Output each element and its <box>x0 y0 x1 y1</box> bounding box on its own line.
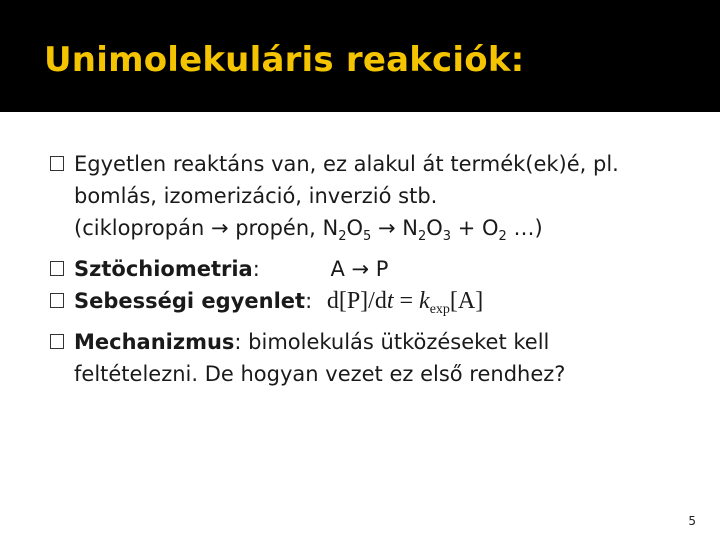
bullet-mechanism: Mechanizmus: bimolekulás ütközéseket kell feltételezni. De hogyan vezet ez első rendhez? <box>50 326 700 390</box>
bullet-unimolecular-definition <box>50 148 700 253</box>
rate-equation-formula: $d[P]/dt = k_{exp}[A]$ <box>326 288 484 317</box>
slide-content <box>50 148 700 390</box>
bullet-box-icon <box>50 293 64 308</box>
bullet-rate-equation: Sebességi egyenlet: $d[P]/dt = k_{exp}[A]$ <box>50 285 700 326</box>
bullet-text-line: bomlás, izomerizáció, inverzió stb. <box>74 184 438 208</box>
mechanism-label: Mechanizmus <box>74 330 235 354</box>
bullet-box-icon <box>50 261 64 276</box>
bullet-text-line: feltételezni. De hogyan vezet ez első rendhez? <box>74 362 566 386</box>
bullet-text-line: Egyetlen reaktáns van, ez alakul át termék(ek)é, pl. <box>74 152 619 176</box>
stoichiometry-label: Sztöchiometria <box>74 257 253 281</box>
bullet-box-icon <box>50 156 64 171</box>
bullet-box-icon <box>50 334 64 349</box>
bullet-stoichiometry: Sztöchiometria: A → P <box>50 253 700 285</box>
stoichiometry-reaction: A → P <box>330 257 389 281</box>
title-bar <box>0 0 720 112</box>
rate-equation-label: Sebességi egyenlet <box>74 289 306 313</box>
slide-title: Unimolekuláris reakciók: <box>44 40 525 80</box>
reaction-examples: (ciklopropán → propén, $N_2O_5 \to N_2O_3 + O_2$ …) <box>74 216 543 244</box>
page-number: 5 <box>688 514 696 528</box>
